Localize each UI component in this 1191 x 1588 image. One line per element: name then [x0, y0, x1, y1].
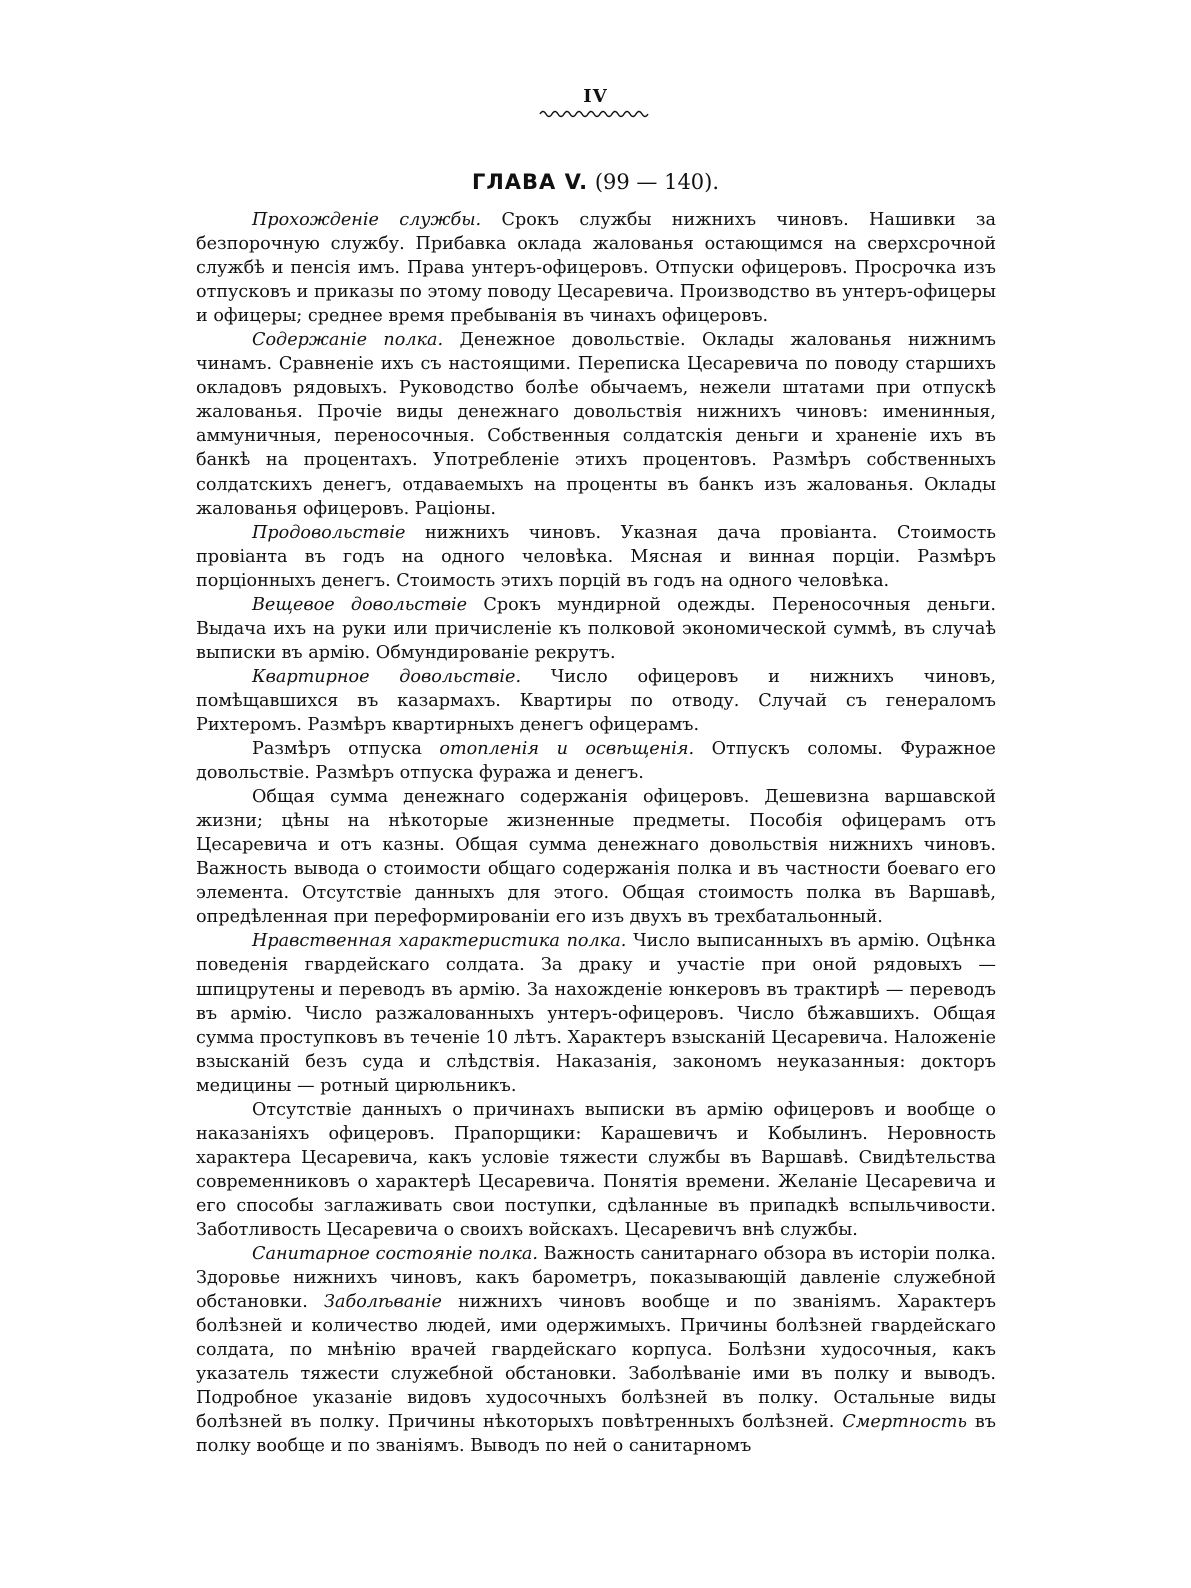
section-title: Вещевое довольствіе — [252, 594, 468, 615]
paragraph-officers — [196, 1098, 996, 1242]
chapter-label: ГЛАВА V. — [471, 170, 589, 194]
paragraph-lead: Размѣръ отпуска — [252, 739, 440, 760]
section-title: Квартирное довольствіе. — [252, 666, 522, 687]
paragraph-total-cost — [196, 785, 996, 929]
chapter-heading — [0, 170, 1191, 194]
paragraph-text: нижнихъ чиновъ. Указная дача провіанта. Стоимость провіанта въ годъ на одного человѣка. Мясная и винная порціи. Размѣръ порціонныхъ денегъ. Стоимость этихъ порцій въ годъ на одного человѣка. — [196, 522, 996, 591]
section-title: Санитарное состояніе полка. — [252, 1244, 538, 1265]
paragraph-provisions — [196, 521, 996, 593]
section-title: Продовольствіе — [252, 522, 406, 543]
paragraph-moral — [196, 929, 996, 1097]
paragraph-quarters — [196, 665, 996, 737]
section-title: Прохожденіе службы. — [252, 210, 482, 230]
paragraph-text: Денежное довольствіе. Оклады жалованья нижнимъ чинамъ. Сравненіе ихъ съ настоящими. Переписка Цесаревича по поводу старшихъ окладовъ рядовыхъ. Руководство болѣе обычаемъ, нежели штатами при отпускѣ жалованья. Прочіе виды денежнаго довольствія нижнихъ чиновъ: именинныя, аммуничныя, переносочныя. Собственныя солдатскія деньги и храненіе ихъ въ банкѣ на процентахъ. Употребленіе этихъ процентовъ. Размѣръ собственныхъ солдатскихъ денегъ, отдаваемыхъ на проценты въ банкъ изъ жалованья. Оклады жалованья офицеровъ. Раціоны. — [196, 330, 996, 519]
paragraph-text: Срокъ мундирной одежды. Переносочныя деньги. Выдача ихъ на руки или причисленіе къ полковой экономической суммѣ, въ случаѣ выписки въ армію. Обмундированіе рекрутъ. — [196, 594, 997, 663]
paragraph-sanitary — [196, 1242, 996, 1458]
paragraph-text: Важность санитарнаго обзора въ исторіи полка. Здоровье нижнихъ чиновъ, какъ барометръ, показывающій давленіе служебной обстановки. — [196, 1244, 996, 1313]
paragraph-text: въ полку вообще и по званіямъ. Выводъ по ней о санитарномъ — [196, 1412, 996, 1457]
paragraph-text: Общая сумма денежнаго содержанія офицеровъ. Дешевизна варшавской жизни; цѣны на нѣкоторые жизненные предметы. Пособія офицерамъ отъ Цесаревича и отъ казны. Общая сумма денежнаго довольствія нижнихъ чиновъ. Важность вывода о стоимости общаго содержанія полка и въ частности боеваго его элемента. Отсутствіе данныхъ для этого. Общая стоимость полка въ Варшавѣ, опредѣленная при переформированіи его изъ двухъ въ трехбатальонный. — [196, 787, 996, 928]
chapter-pages: (99 — 140). — [594, 170, 720, 194]
section-title: Заболѣваніе — [324, 1292, 442, 1313]
paragraph-clothing — [196, 593, 996, 665]
section-title: отопленія и освѣщенія. — [439, 739, 695, 760]
paragraph-text: Срокъ службы нижнихъ чиновъ. Нашивки за безпорочную службу. Прибавка оклада жалованья остающимся на сверхсрочной службѣ и пенсія имъ. Права унтеръ-офицеровъ. Отпуски офицеровъ. Просрочка изъ отпусковъ и приказы по этому поводу Цесаревича. Производство въ унтеръ-офицеры и офицеры; среднее время пребыванія въ чинахъ офицеровъ. — [196, 210, 996, 327]
paragraph-text: Отсутствіе данныхъ о причинахъ выписки въ армію офицеровъ и вообще о наказаніяхъ офицеровъ. Прапорщики: Карашевичъ и Кобылинъ. Неровность характера Цесаревича, какъ условіе тяжести службы въ Варшавѣ. Свидѣтельства современниковъ о характерѣ Цесаревича. Понятія времени. Желаніе Цесаревича и его способы заглаживать свои поступки, сдѣланные въ припадкѣ вспыльчивости. Заботливость Цесаревича о своихъ войскахъ. Цесаревичъ внѣ службы. — [196, 1099, 996, 1240]
paragraph-service — [196, 208, 996, 328]
paragraph-text: Отпускъ соломы. Фуражное довольствіе. Размѣръ отпуска фуража и денегъ. — [196, 739, 996, 784]
chapter-summary — [196, 208, 996, 1458]
paragraph-maintenance — [196, 328, 996, 520]
section-title: Нравственная характеристика полка. — [252, 931, 627, 952]
paragraph-heating — [196, 737, 996, 785]
section-title: Содержаніе полка. — [252, 330, 444, 351]
ornament-rule — [538, 108, 650, 120]
paragraph-text: нижнихъ чиновъ вообще и по званіямъ. Характеръ болѣзней и количество людей, ими одержимыхъ. Причины болѣзней гвардейскаго солдата, по мнѣнію врачей гвардейскаго корпуса. Болѣзни худосочныя, какъ указатель тяжести служебной обстановки. Заболѣваніе ими въ полку и выводъ. Подробное указаніе видовъ худосочныхъ болѣзней въ полку. Остальные виды болѣзней въ полку. Причины нѣкоторыхъ повѣтренныхъ болѣзней. — [196, 1292, 997, 1433]
section-title: Смертность — [842, 1412, 967, 1433]
paragraph-text: Число офицеровъ и нижнихъ чиновъ, помѣщавшихся въ казармахъ. Квартиры по отводу. Случай съ генераломъ Рихтеромъ. Размѣръ квартирныхъ денегъ офицерамъ. — [196, 666, 996, 735]
page-number: IV — [583, 86, 608, 107]
paragraph-text: Число выписанныхъ въ армію. Оцѣнка поведенія гвардейскаго солдата. За драку и участіе при оной рядовыхъ — шпицрутены и переводъ въ армію. За нахожденіе юнкеровъ въ трактирѣ — переводъ въ армію. Число разжалованныхъ унтеръ-офицеровъ. Число бѣжавшихъ. Общая сумма проступковъ въ теченіе 10 лѣтъ. Характеръ взысканій Цесаревича. Наложеніе взысканій безъ суда и слѣдствія. Наказанія, закономъ неуказанныя: докторъ медицины — ротный цирюльникъ. — [196, 931, 996, 1096]
